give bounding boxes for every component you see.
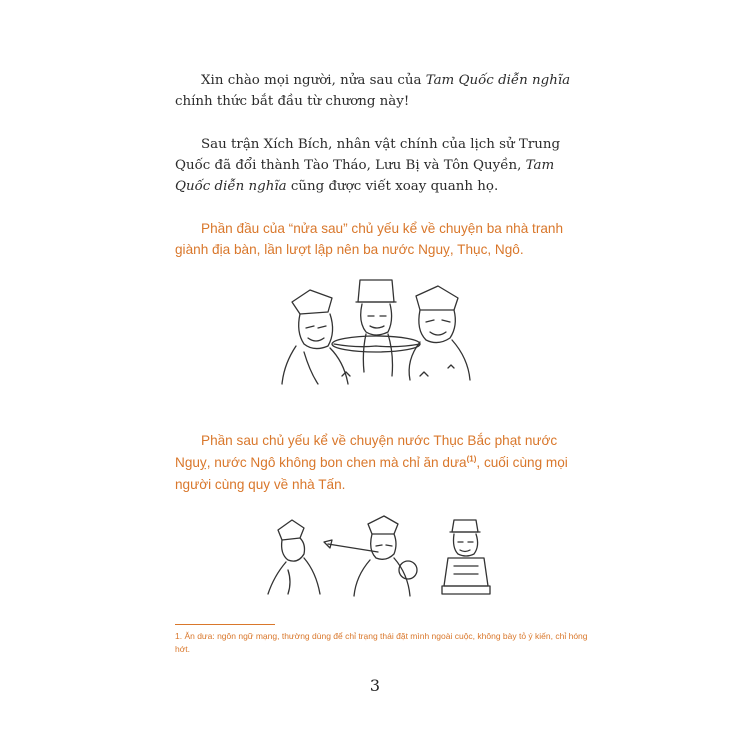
paragraph-second-half-summary: Phần sau chủ yếu kể về chuyện nước Thục Bắc phạt nước Nguỵ, nước Ngô không bon chen mà chỉ ăn dưa$^{(1)}$, cuối cùng mọi người cùng quy về nhà Tấn.	[175, 433, 568, 492]
book-title-emphasis: Tam Quốc diễn nghĩa	[425, 73, 571, 88]
three-lords-sharing-pancake-illustration	[270, 272, 480, 390]
book-title-emphasis: Tam Quốc diễn nghĩa	[175, 158, 555, 194]
paragraph-intro: Xin chào mọi người, nửa sau của Tam Quốc diễn nghĩa chính thức bắt đầu từ chương này!	[175, 73, 571, 109]
footnote-divider	[175, 624, 275, 625]
paragraph-main-characters: Sau trận Xích Bích, nhân vật chính của lịch sử Trung Quốc đã đổi thành Tào Tháo, Lưu Bị và Tôn Quyền, Tam Quốc diễn nghĩa cũng được viết xoay quanh họ.	[175, 137, 561, 194]
paragraph-first-half-summary: Phần đầu của “nửa sau” chủ yếu kể về chuyện ba nhà tranh giành địa bàn, lần lượt lập nên ba nước Nguỵ, Thục, Ngô.	[175, 221, 564, 257]
page-number: 3	[369, 676, 381, 695]
footnote-marker: (1)	[466, 454, 477, 464]
warriors-and-seated-emperor-illustration	[258, 510, 498, 600]
footnote: 1. Ăn dưa: ngôn ngữ mạng, thường dùng để chỉ trạng thái đặt mình ngoài cuộc, không bày tỏ ý kiến, chỉ hóng hớt.	[175, 631, 588, 654]
